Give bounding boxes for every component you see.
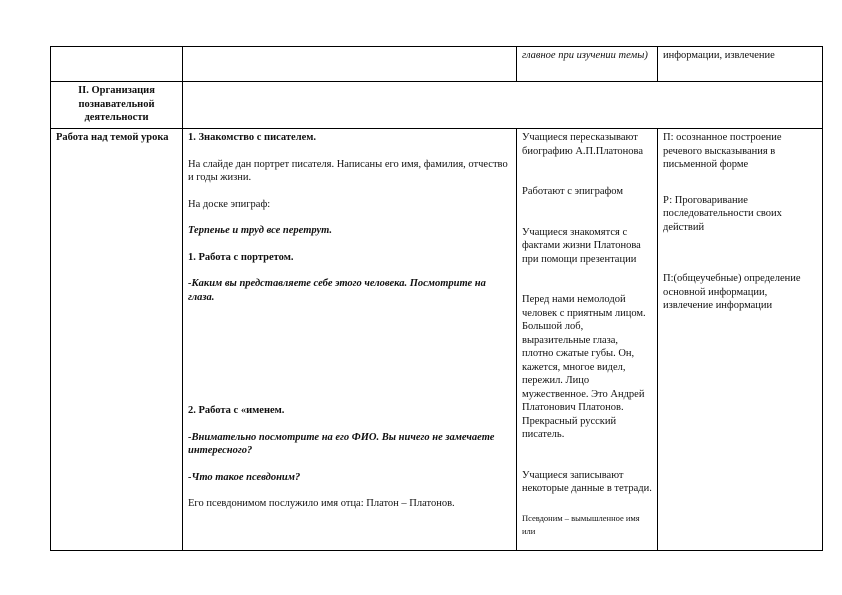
- paragraph: На доске эпиграф:: [188, 198, 271, 210]
- cell-teacher-empty: [183, 47, 517, 82]
- question: -Что такое псевдоним?: [188, 471, 301, 483]
- cell-stage-name: Работа над темой урока: [51, 129, 183, 551]
- cell-uud: информации, извлечение: [658, 47, 823, 82]
- question: -Внимательно посмотрите на его ФИО. Вы ничего не замечаете интересного?: [188, 431, 495, 456]
- section-heading: 1. Знакомство с писателем.: [188, 132, 317, 143]
- student-answer: Перед нами немолодой человек с приятным лицом. Большой лоб, выразительные глаза, плотно сжатые губы. Он, кажется, многое видел, пережил. Лицо мужественное. Это Андрей Платонович Платонов. Прекрасный русский писатель.: [522, 294, 646, 440]
- table-row: [51, 129, 823, 551]
- uud-text: П: осознанное построение речевого высказывания в письменной форме: [663, 132, 782, 170]
- cell-teacher-activity: [183, 129, 517, 551]
- cell-student-activity: главное при изучении темы): [517, 47, 658, 82]
- cell-stage-name: II. Организация познавательной деятельности: [51, 82, 183, 129]
- cell-stage-empty: [51, 47, 183, 82]
- cell-uud: [658, 129, 823, 551]
- uud-text: П:(общеучебные) определение основной информации, извлечение информации: [663, 273, 801, 311]
- student-activity-text: Учащиеся пересказывают биографию А.П.Платонова: [522, 132, 643, 157]
- paragraph: Его псевдонимом послужило имя отца: Платон – Платонов.: [188, 498, 455, 509]
- epigraph: Терпенье и труд все перетрут.: [188, 225, 333, 236]
- cell-student-activity: [517, 129, 658, 551]
- student-activity-text: Работают с эпиграфом: [522, 186, 623, 197]
- paragraph: На слайде дан портрет писателя. Написаны его имя, фамилия, отчество и годы жизни.: [188, 158, 508, 183]
- question: -Каким вы представляете себе этого человека. Посмотрите на глаза.: [188, 278, 486, 303]
- table-row: [51, 47, 823, 82]
- section-heading: 2. Работа с «именем.: [188, 405, 285, 416]
- student-activity-text: Учащиеся записывают некоторые данные в тетради.: [522, 469, 652, 494]
- table-row: [51, 82, 823, 129]
- uud-text: Р: Проговаривание последовательности своих действий: [663, 194, 782, 233]
- lesson-plan-table: [50, 46, 823, 551]
- section-heading: 1. Работа с портретом.: [188, 251, 294, 263]
- student-activity-text: Учащиеся знакомятся с фактами жизни Платонова при помощи презентации: [522, 226, 641, 265]
- student-activity-text: Псевдоним – вымышленное имя или: [522, 512, 640, 536]
- cell-empty-merged: [183, 82, 823, 129]
